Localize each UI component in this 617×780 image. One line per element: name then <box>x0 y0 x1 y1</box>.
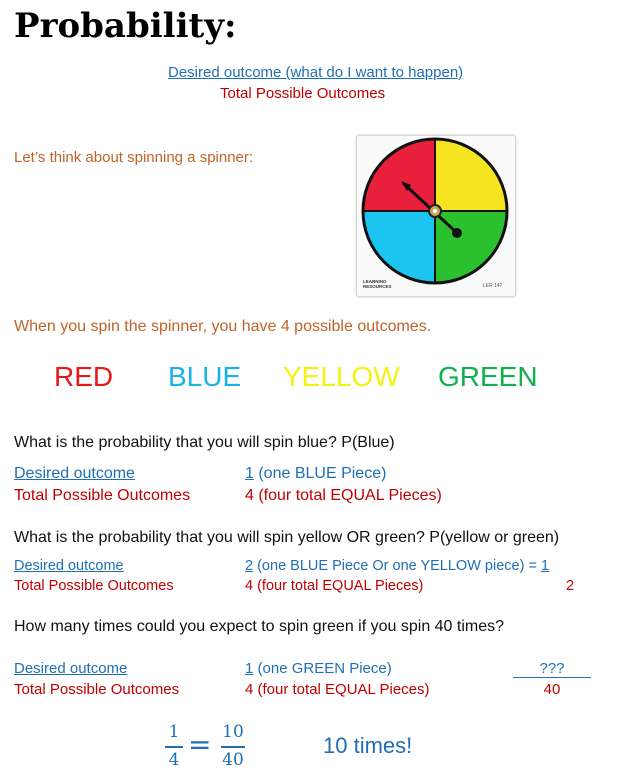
answer-frac1-bar <box>165 746 183 748</box>
q1-denominator: 4 (four total EQUAL Pieces) <box>245 487 442 504</box>
page-title: Probability: <box>14 6 237 46</box>
answer-frac1-num: 1 <box>168 722 180 742</box>
q2-question: What is the probability that you will spin yellow OR green? P(yellow or green) <box>14 529 560 546</box>
formula-denominator: Total Possible Outcomes <box>220 85 386 102</box>
q1-desired: Desired outcome <box>14 465 135 482</box>
q2-denominator: 4 (four total EQUAL Pieces) <box>245 578 424 594</box>
q3-unknown-numerator: ??? <box>513 660 591 678</box>
q2-total: Total Possible Outcomes <box>14 578 174 594</box>
q3-denominator: 4 (four total EQUAL Pieces) <box>245 681 430 698</box>
answer-equals: = <box>188 728 212 761</box>
brand-logo: LEARNING <box>363 279 387 284</box>
q3-desired: Desired outcome <box>14 660 128 677</box>
svg-text:RESOURCES: RESOURCES <box>363 284 392 289</box>
q1-question: What is the probability that you will spin blue? P(Blue) <box>14 434 395 451</box>
q2-numerator: 2 (one BLUE Piece Or one YELLOW piece) = 1 <box>245 558 550 574</box>
outcome-red: RED <box>54 361 114 392</box>
product-code: LER 147 <box>483 283 503 289</box>
outcomes-text: When you spin the spinner, you have 4 possible outcomes. <box>14 318 432 335</box>
q2-desired: Desired outcome <box>14 558 124 574</box>
formula-numerator: Desired outcome (what do I want to happen) <box>168 64 464 81</box>
spinner-graphic <box>357 136 515 296</box>
answer-frac1-den: 4 <box>168 750 180 770</box>
answer-frac2-bar <box>221 746 245 748</box>
answer-frac2-num: 10 <box>222 722 244 742</box>
q3-total: Total Possible Outcomes <box>14 681 180 698</box>
q3-unknown-denominator: 40 <box>543 681 561 698</box>
q1-total: Total Possible Outcomes <box>14 487 191 504</box>
q2-simplified-numerator: 1 <box>540 558 550 574</box>
answer-frac2-den: 40 <box>222 750 244 770</box>
q3-numerator: 1 (one GREEN Piece) <box>245 660 392 677</box>
q1-numerator: 1 (one BLUE Piece) <box>245 465 387 482</box>
q3-question: How many times could you expect to spin green if you spin 40 times? <box>14 618 505 635</box>
answer-result: 10 times! <box>323 733 413 758</box>
q2-simplified-denominator: 2 <box>566 578 575 594</box>
spinner-prompt: Let’s think about spinning a spinner: <box>14 149 254 166</box>
outcome-yellow: YELLOW <box>283 361 400 392</box>
spinner-image <box>356 135 516 297</box>
outcome-green: GREEN <box>438 361 538 392</box>
outcome-blue: BLUE <box>168 361 242 392</box>
